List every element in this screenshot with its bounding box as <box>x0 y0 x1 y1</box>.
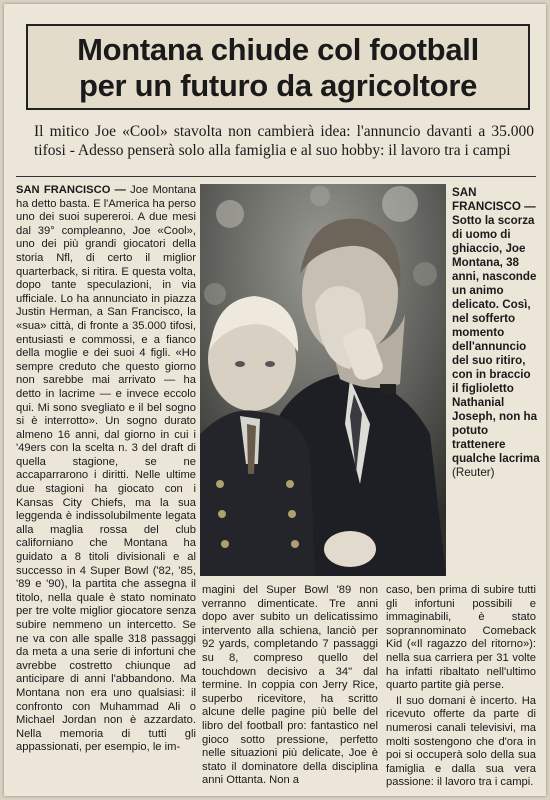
article-column-3 <box>386 584 536 790</box>
dateline: SAN FRANCISCO — <box>16 184 126 196</box>
article-column-1 <box>16 184 196 755</box>
article-paragraph <box>16 184 196 755</box>
photo-caption <box>452 186 540 480</box>
caption-text: SAN FRANCISCO — Sotto la scorza di uomo di ghiaccio, Joe Montana, 38 anni, nasconde un animo delicato. Così, nel sofferto momento dell'annuncio del suo ritiro, con in braccio il figlioletto Nathanial Joseph, non ha potuto trattenere qualche lacrima <box>452 186 540 465</box>
headline-line-1: Montana chiude col football <box>77 32 479 67</box>
article-text-col3-p2: Il suo domani è incerto. Ha ricevuto offerte da parte di numerosi canali televisivi, ma molti sostengono che d'ora in poi si occuperà solo della sua famiglia e dalla sua vera passione: il lavoro tra i campi. <box>386 694 536 789</box>
article-text-col2: magini del Super Bowl '89 non verranno dimenticate. Tre anni dopo aver subito un delicatissimo intervento alla schiena, lanciò per 92 yards, completando 7 passaggi su 8, compreso quello del touchdown decisivo a 34" dal termine. In coppia con Jerry Rice, superbo ricevitore, ha scritto alcune delle pagine più belle del libro del football pro: fantastico nel gioco sotto pressione, perfetto nelle situazioni più delicate, Joe è stato il dominatore della disciplina anni Ottanta. Non a <box>202 584 378 787</box>
subheadline: Il mitico Joe «Cool» stavolta non cambierà idea: l'annuncio davanti a 35.000 tifosi - Adesso penserà solo alla famiglia e al suo hobby: il lavoro tra i campi <box>34 123 534 159</box>
photo-illustration <box>200 184 446 576</box>
newspaper-clipping <box>4 4 546 796</box>
article-text-col1: Joe Montana ha detto basta. E l'America ha perso uno dei suoi supereroi. A due mesi dal 39° compleanno, Joe «Cool», uno dei più grandi giocatori della storia Nfl, di certo il miglior quarterback, si ritira. E questa volta, dopo tante speculazioni, in via ufficiale. Lo ha annunciato in piazza Justin Herman, a San Francisco, la «sua» città, di fronte a 35.000 tifosi, entusiasti e commossi, e a fianco della moglie e dei suoi 4 figli. «Ho sempre creduto che questo giorno non sarebbe mai arrivato — ha detto in lacrime — e invece eccolo qui. Mi sono svegliato e il bel sogno si è interrotto». Un sogno durato almeno 16 anni, dal giorno in cui i '49ers con la scelta n. 3 del draft di quella stagione, se ne accaparrarono i diritti. Nelle ultime due stagioni ha giocato con i Kansas City Chiefs, ma la sua leggenda è indissolubilmente legata alla maglia rossa del club californiano che Montana ha guidato a 8 titoli divisionali e al successo in 4 Super Bowl ('82, '85, '89 e '90), la partita che assegna il titolo, nella quale è stato nominato per tre volte miglior giocatore senza subire nemmeno un intercetto. Se ne va con alle spalle 318 passaggi da meta a una serie di infortuni che avrebbe costretto chiunque ad anticipare di anni l'abbandono. Ma Montana non era uno qualsiasi: il confronto con Muhammad Ali o Michael Jordan non è azzardato. Nella memoria di tutti gli appassionati, per esempio, le im- <box>16 184 197 754</box>
photo-credit: (Reuter) <box>452 466 495 479</box>
headline-line-2: per un futuro da agricoltore <box>78 68 478 103</box>
article-text-col3-p1: caso, ben prima di subire tutti gli infortuni possibili e immaginabili, è stato soprannominato Comeback Kid («Il ragazzo del ritorno»): nella sua carriera per 31 volte ha infatti ribaltato nell'ultimo quarto partite già perse. <box>386 584 536 692</box>
divider <box>16 176 536 177</box>
headline-box <box>26 24 530 110</box>
article-column-2 <box>202 584 378 788</box>
news-photo <box>200 184 446 576</box>
